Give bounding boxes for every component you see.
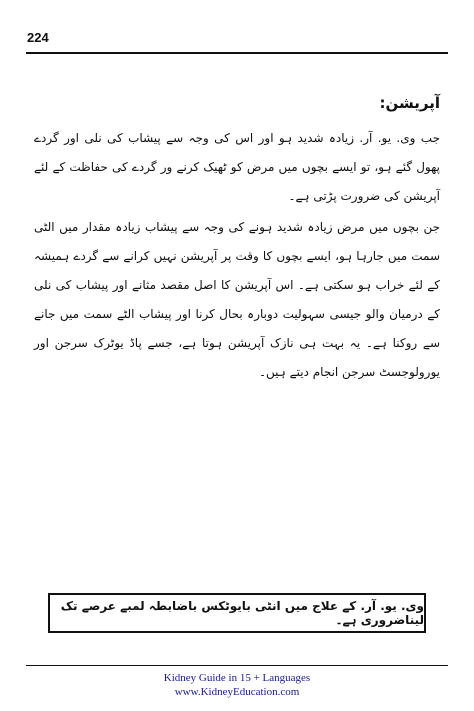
- page-number: 224: [27, 30, 49, 45]
- footer-title: Kidney Guide in 15 + Languages: [163, 672, 311, 684]
- footer-website: www.KidneyEducation.com: [174, 686, 300, 698]
- main-content: [34, 94, 440, 389]
- top-divider: [26, 52, 448, 54]
- bottom-divider: [26, 665, 448, 666]
- callout-text: وی. یو. آر. کے علاج میں انٹی بایوٹکس باضابطہ لمبے عرصے تک لیناضروری ہے۔: [60, 599, 424, 627]
- paragraph-1: جب وی. یو. آر. زیادہ شدید ہو اور اس کی وجہ سے پیشاب کی نلی اور گردے پھول گئے ہو، تو ایسے بچوں میں مرض کو ٹھیک کرنے ور گردے کی حفاظت کے لئے آپریشن کی ضرورت پڑتی ہے۔: [34, 131, 440, 203]
- paragraph-2: جن بچوں میں مرض زیادہ شدید ہونے کی وجہ سے پیشاب زیادہ مقدار میں الٹی سمت میں جارہا ہو، ایسے بچوں کا وقت پر آپریشن نہیں کرانے سے گردے ہمیشہ کے لئے خراب ہو سکتی ہے۔ اس آپریشن کا اصل مقصد مثانے اور پیشاب کی نلی کے درمیان والو جیسی سہولیت دوبارہ بحال کرنا اور پیشاب الٹے سمت میں جانے سے روکنا ہے۔ یہ بہت ہی نازک آپریشن ہوتا ہے، جسے پاڈ یوٹرک سرجن اور یورولوجسٹ سرجن انجام دیتے ہیں۔: [34, 220, 440, 379]
- section-heading: آپریشن:: [379, 94, 440, 112]
- callout-box: [48, 593, 426, 633]
- footer: [0, 671, 474, 699]
